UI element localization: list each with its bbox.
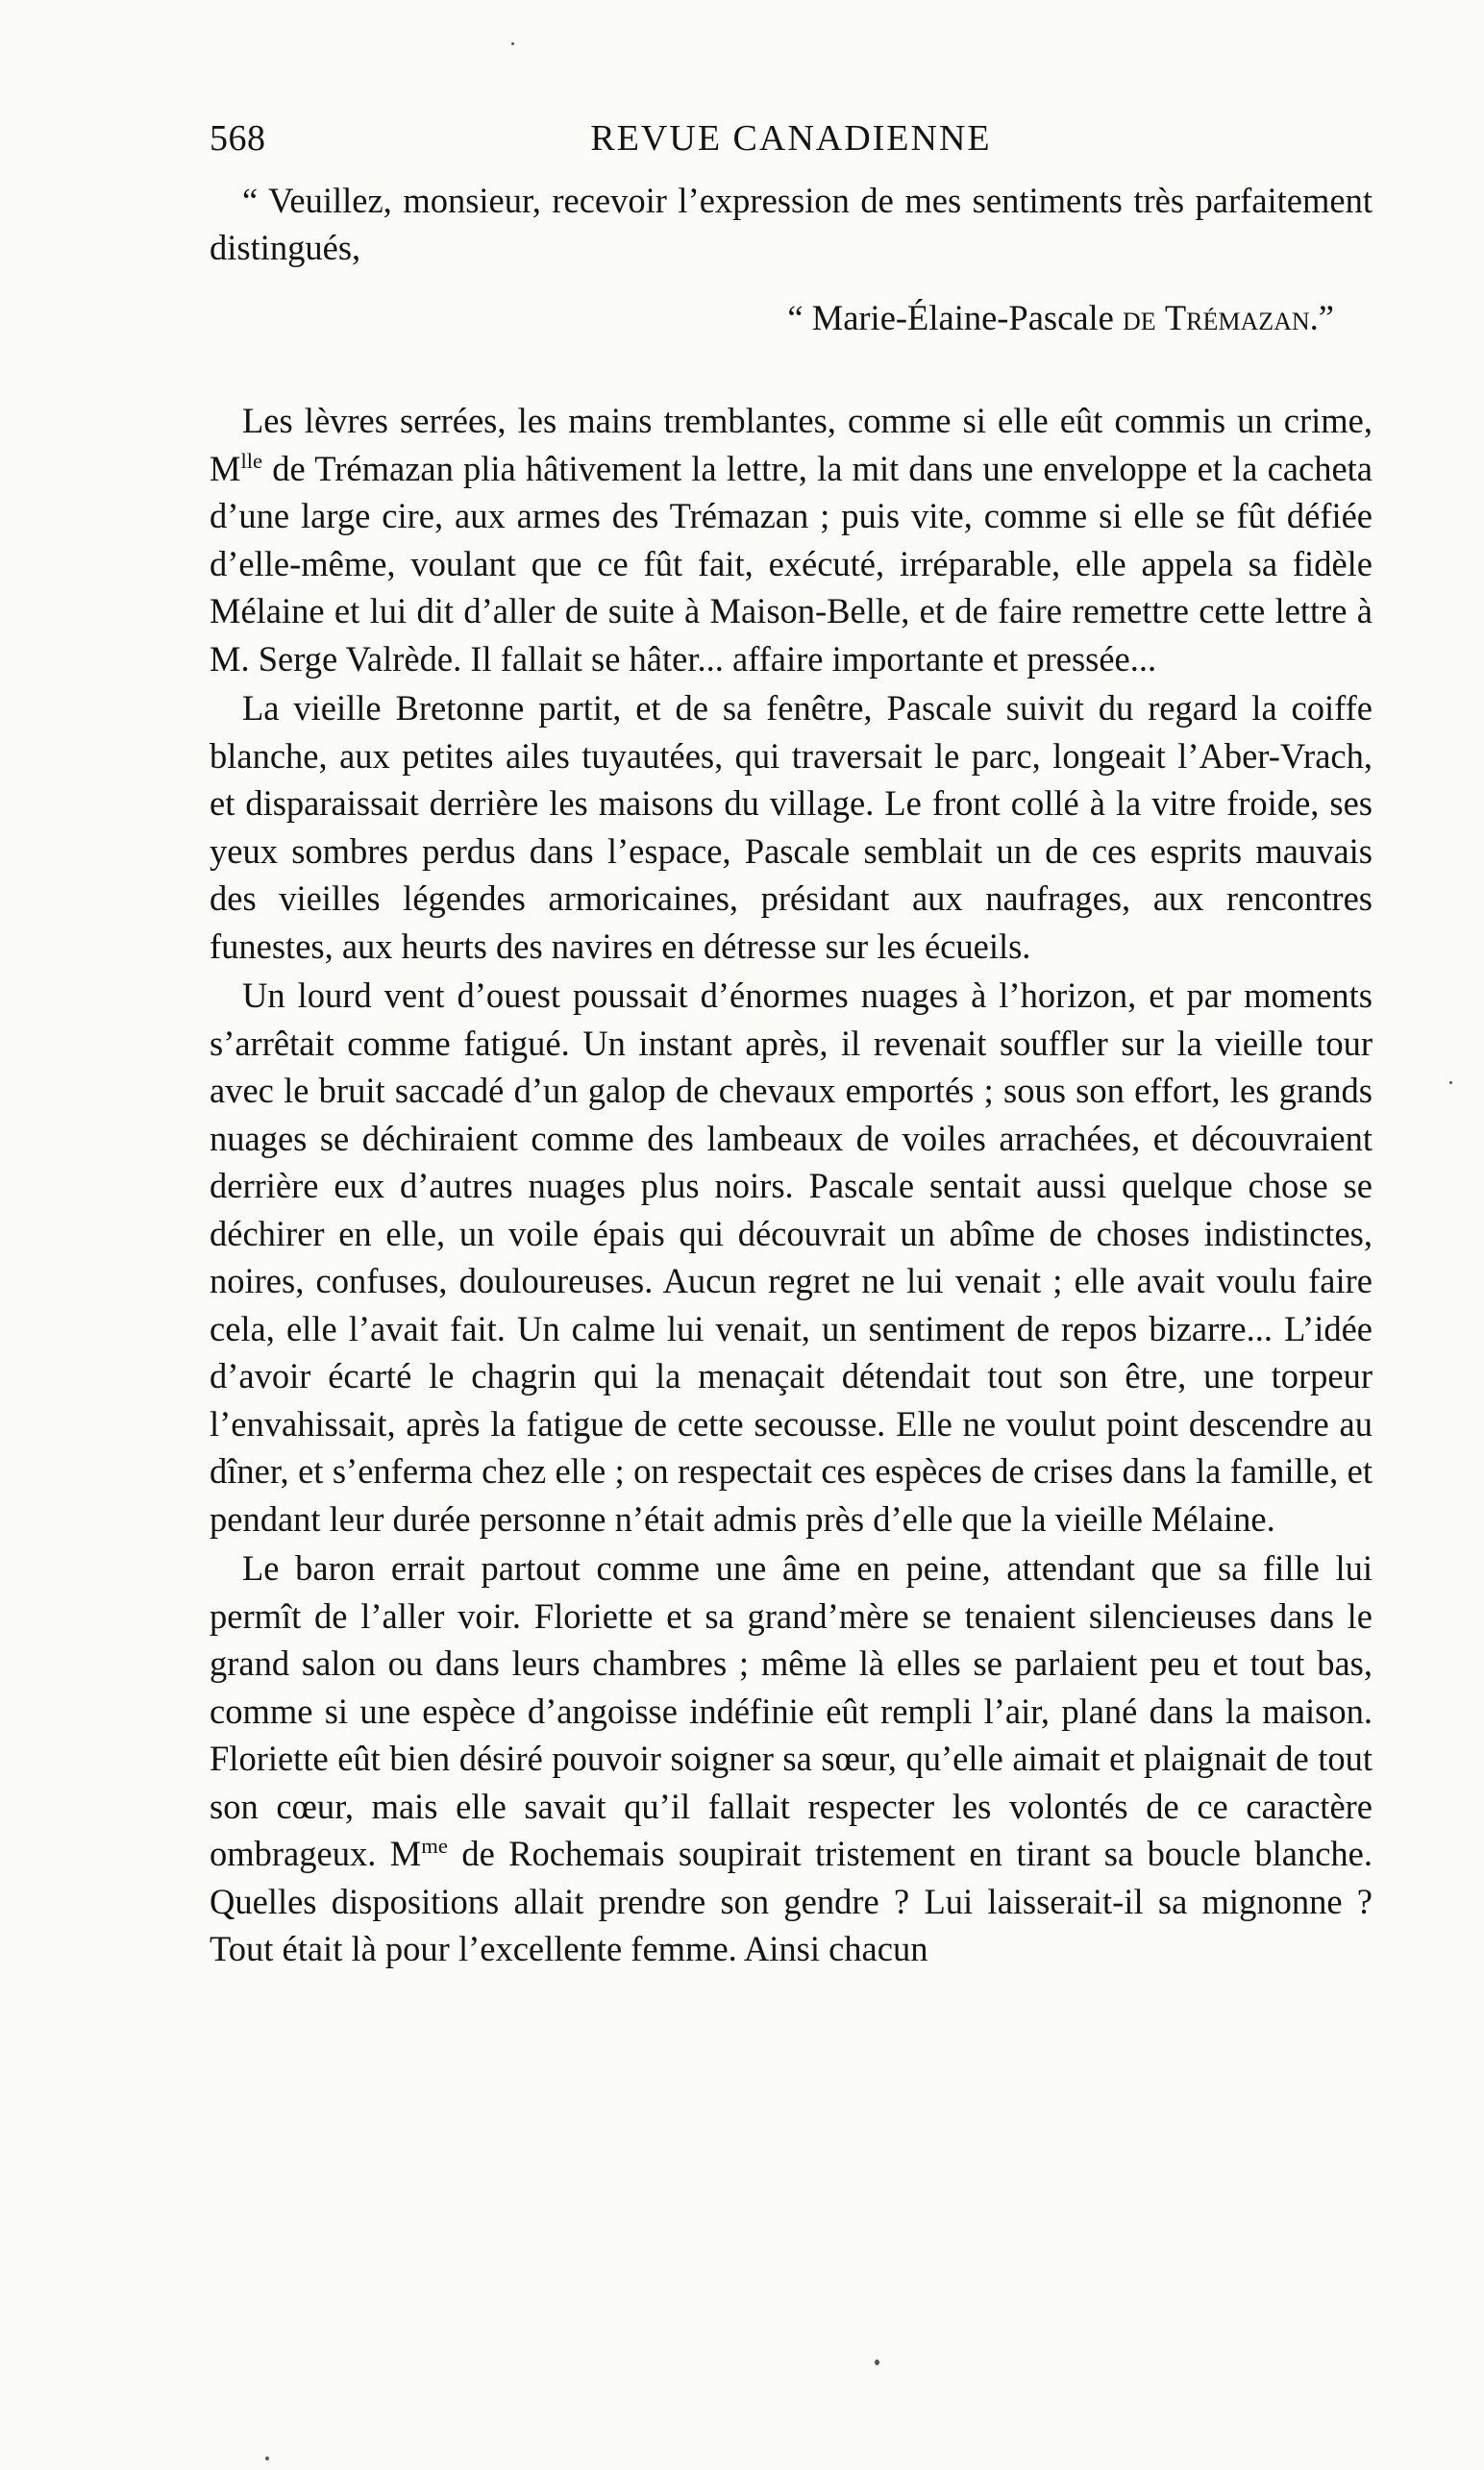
paragraph-4 (210, 1544, 1373, 1973)
paragraph-4-rest: de Rochemais soupirait tristement en tirant sa boucle blanche. Quelles dispositions allait prendre son gendre ? Lui laisserait-il sa mignonne ? Tout était là pour l’excellente femme. Ainsi chacun (210, 1834, 1373, 1968)
superscript-lle: lle (240, 448, 263, 473)
letter-closing: “ Veuillez, monsieur, recevoir l’expression de mes sentiments très parfaitement distingués, (210, 181, 1373, 267)
letter-signature (210, 294, 1334, 341)
paragraph-1 (210, 397, 1373, 682)
signature-particle: de (1123, 298, 1156, 337)
signature-name: “ Marie-Élaine-Pascale (787, 298, 1114, 337)
paragraph-1-rest: de Trémazan plia hâtivement la lettre, la mit dans une enveloppe et la cacheta d’une large cire, aux armes des Trémazan ; puis vite, comme si elle se fût défiée d’elle-même, voulant que ce fût fait, exécuté, irréparable, elle appela sa fidèle Mélaine et lui dit d’aller de suite à Maison-Belle, et de faire remettre cette lettre à M. Serge Valrède. Il fallait se hâter... affaire importante et pressée... (210, 448, 1373, 679)
body-text (210, 397, 1373, 1973)
running-title: REVUE CANADIENNE (590, 118, 992, 159)
book-page (210, 113, 1373, 1973)
speck (511, 42, 514, 45)
superscript-me: me (421, 1833, 448, 1858)
signature-surname: Trémazan.” (1164, 298, 1334, 337)
speck (265, 2457, 269, 2460)
paragraph-2: La vieille Bretonne partit, et de sa fenêtre, Pascale suivit du regard la coiffe blanche, aux petites ailes tuyautées, qui traversait le parc, longeait l’Aber-Vrach, et disparaissait derrière les maisons du village. Le front collé à la vitre froide, ses yeux sombres perdus dans l’espace, Pascale semblait un de ces esprits mauvais des vieilles légendes armoricaines, présidant aux naufrages, aux rencontres funestes, aux heurts des navires en détresse sur les écueils. (210, 688, 1373, 966)
paragraph-3: Un lourd vent d’ouest poussait d’énormes nuages à l’horizon, et par moments s’arrêtait comme fatigué. Un instant après, il revenait souffler sur la vieille tour avec le bruit saccadé d’un galop de chevaux emportés ; sous son effort, les grands nuages se déchiraient comme des lambeaux de voiles arrachées, et découvraient derrière eux d’autres nuages plus noirs. Pascale sentait aussi quelque chose se déchirer en elle, un voile épais qui découvrait un abîme de choses indistinctes, noires, confuses, douloureuses. Aucun regret ne lui venait ; elle avait voulu faire cela, elle l’avait fait. Un calme lui venait, un sentiment de repos bizarre... L’idée d’avoir écarté le chagrin qui la menaçait détendait tout son être, une torpeur l’envahissait, après la fatigue de cette secousse. Elle ne voulut point descendre au dîner, et s’enferma chez elle ; on respectait ces espèces de crises dans la famille, et pendant leur durée personne n’était admis près d’elle que la vieille Mélaine. (210, 976, 1373, 1539)
paragraph-4-start: Le baron errait partout comme une âme en peine, attendant que sa fille lui permît de l’aller voir. Floriette et sa grand’mère se tenaient silencieuses dans le grand salon ou dans leurs chambres ; même là elles se parlaient peu et tout bas, comme si une espèce d’angoisse indéfinie eût rempli l’air, plané dans la maison. Floriette eût bien désiré pouvoir soigner sa sœur, qu’elle aimait et plaignait de tout son cœur, mais elle savait qu’il fallait respecter les volontés de ce caractère ombrageux. M (210, 1548, 1373, 1873)
speck (1449, 1081, 1452, 1084)
page-number: 568 (210, 118, 266, 159)
speck (875, 2359, 879, 2365)
paragraph-1-start: Les lèvres serrées, les mains tremblantes, comme si elle eût commis un crime, M (210, 401, 1373, 488)
page-header (210, 113, 1373, 171)
